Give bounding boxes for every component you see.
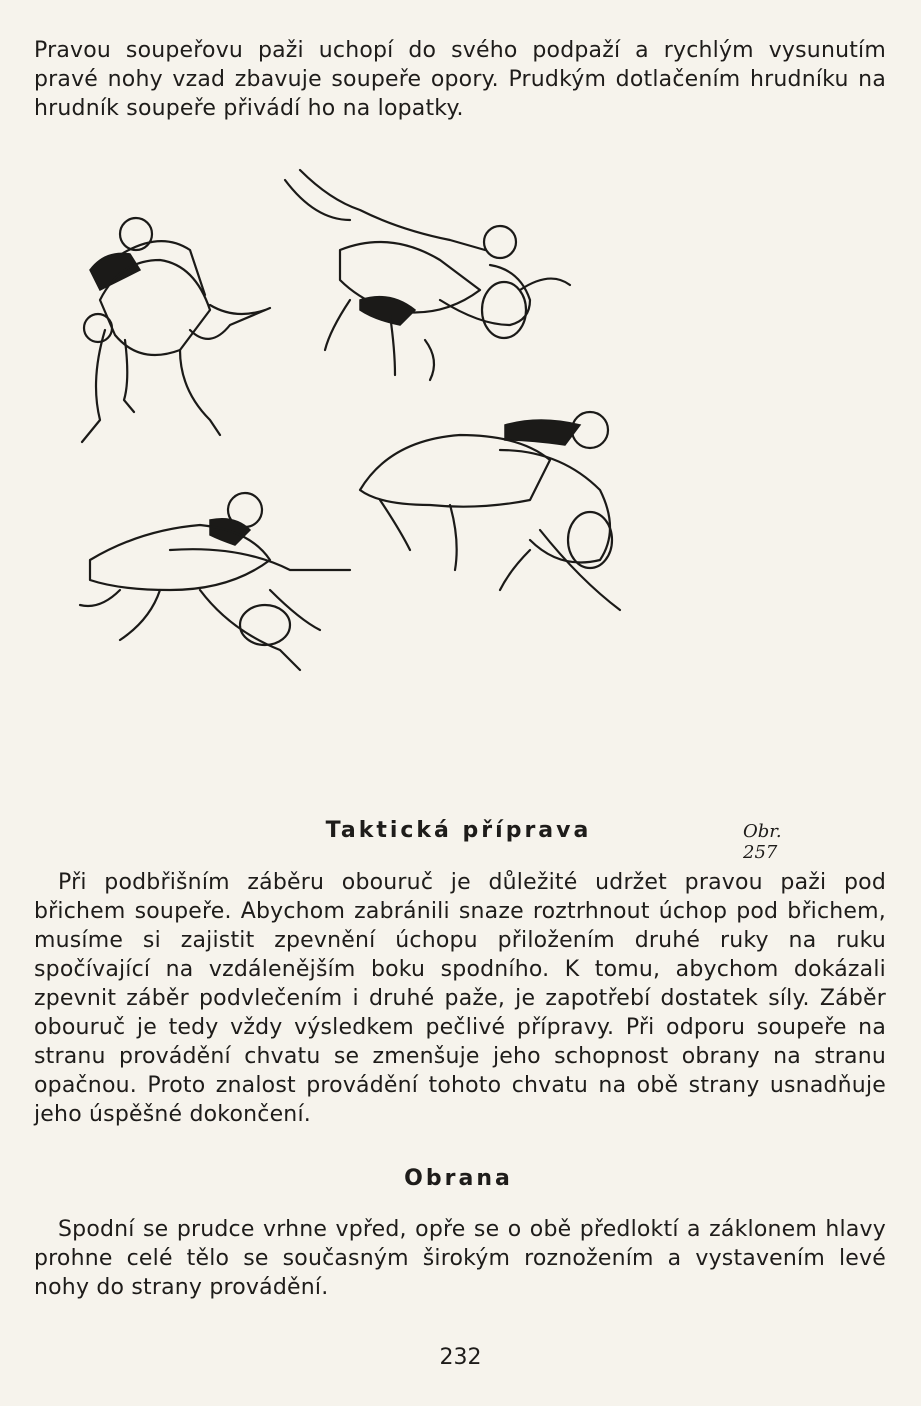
section-heading-tactical: Taktická příprava <box>325 818 592 843</box>
tactical-paragraph: Při podbřišním záběru obouruč je důležité udržet pravou paži pod břichem soupeře. Abychom zabránili snaze roztrhnout úchop pod břichem, musíme si zajistit zpevnění úchopu přiložením druhé ruky na ruku spočívající na vzdálenějším boku spodního. K tomu, abychom dokázali zpevnit záběr podvlečením i druhé paže, je zapotřebí dostatek síly. Záběr obouruč je tedy vždy výsledkem pečlivé přípravy. Při odporu soupeře na stranu provádění chvatu se zmenšuje jeho schopnost obrany na stranu opačnou. Proto znalost provádění tohoto chvatu na obě strany usnadňuje jeho úspěšné dokončení. <box>34 870 886 1127</box>
figure-caption: Obr. 257 <box>743 821 782 863</box>
figure-panel-1 <box>82 218 270 442</box>
defense-paragraph: Spodní se prudce vrhne vpřed, opře se o obě předloktí a záklonem hlavy prohne celé tělo se současným širokým roznožením a vystavením levé nohy do strany provádění. <box>34 1217 886 1300</box>
figure-panel-3 <box>80 493 350 670</box>
figure-panel-4 <box>360 412 620 610</box>
section-heading-defense: Obrana <box>404 1166 513 1191</box>
figure-panel-2 <box>285 170 570 380</box>
intro-paragraph: Pravou soupeřovu paži uchopí do svého podpaží a rychlým vysunutím pravé nohy vzad zbavuje soupeře opory. Prudkým dotlačením hrudníku na hrudník soupeře přivádí ho na lopatky. <box>34 38 886 121</box>
page-number: 232 <box>439 1345 482 1370</box>
wrestling-drawing <box>60 150 780 720</box>
